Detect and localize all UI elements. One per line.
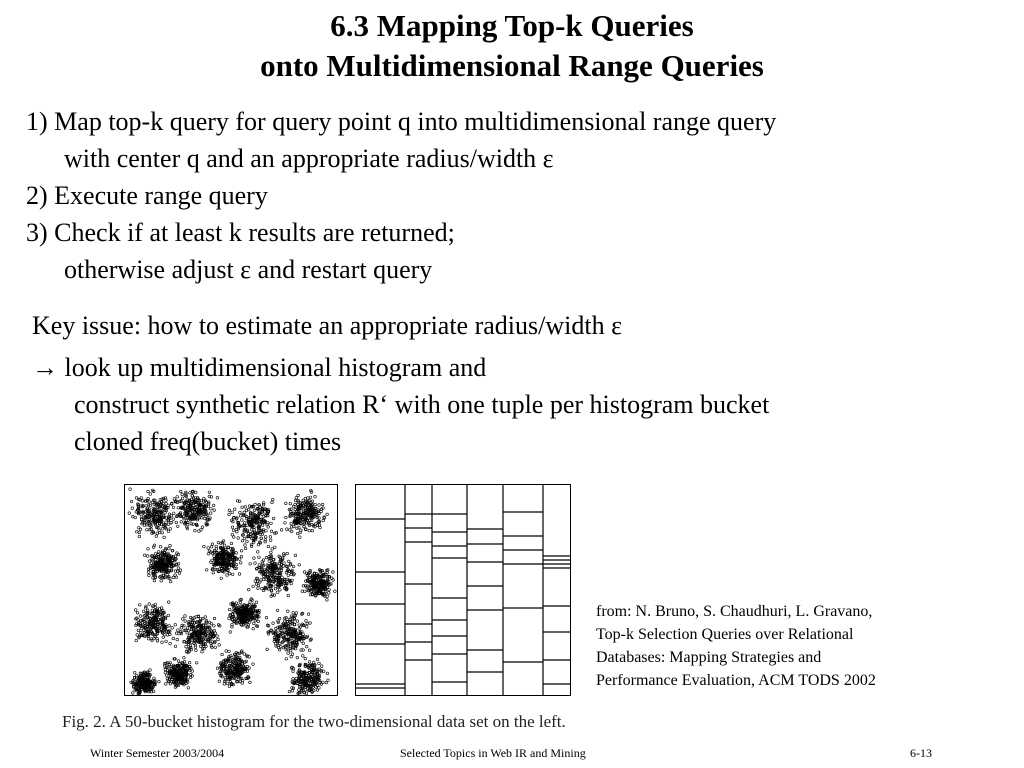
title-line-1: 6.3 Mapping Top-k Queries	[330, 8, 694, 43]
step-2: 2) Execute range query	[26, 181, 268, 210]
step-3-continued: otherwise adjust ε and restart query	[64, 255, 433, 284]
citation	[596, 600, 876, 692]
histogram-figure	[355, 484, 571, 696]
title-line-2: onto Multidimensional Range Queries	[260, 48, 764, 83]
arrow-line-1: → look up multidimensional histogram and	[32, 353, 487, 382]
slide-title	[0, 6, 1024, 86]
footer-left: Winter Semester 2003/2004	[90, 746, 225, 760]
arrow-line-3: cloned freq(bucket) times	[74, 427, 342, 456]
step-3: 3) Check if at least k results are returned;	[26, 218, 455, 247]
citation-line-4: Performance Evaluation, ACM TODS 2002	[596, 672, 876, 689]
data-scatter-figure	[124, 484, 338, 696]
step-1: 1) Map top-k query for query point q into multidimensional range query	[26, 107, 777, 136]
footer-center: Selected Topics in Web IR and Mining	[400, 746, 586, 760]
arrow-line-2: construct synthetic relation R‘ with one tuple per histogram bucket	[74, 390, 770, 419]
key-issue: Key issue: how to estimate an appropriate radius/width ε	[32, 311, 623, 340]
figure-caption: Fig. 2. A 50-bucket histogram for the two-dimensional data set on the left.	[62, 712, 566, 731]
footer-right: 6-13	[910, 746, 932, 760]
histogram-frame	[356, 485, 571, 696]
step-1-continued: with center q and an appropriate radius/width ε	[64, 144, 554, 173]
citation-line-1: from: N. Bruno, S. Chaudhuri, L. Gravano,	[596, 603, 873, 620]
citation-line-2: Top-k Selection Queries over Relational	[596, 626, 854, 643]
citation-line-3: Databases: Mapping Strategies and	[596, 649, 822, 666]
